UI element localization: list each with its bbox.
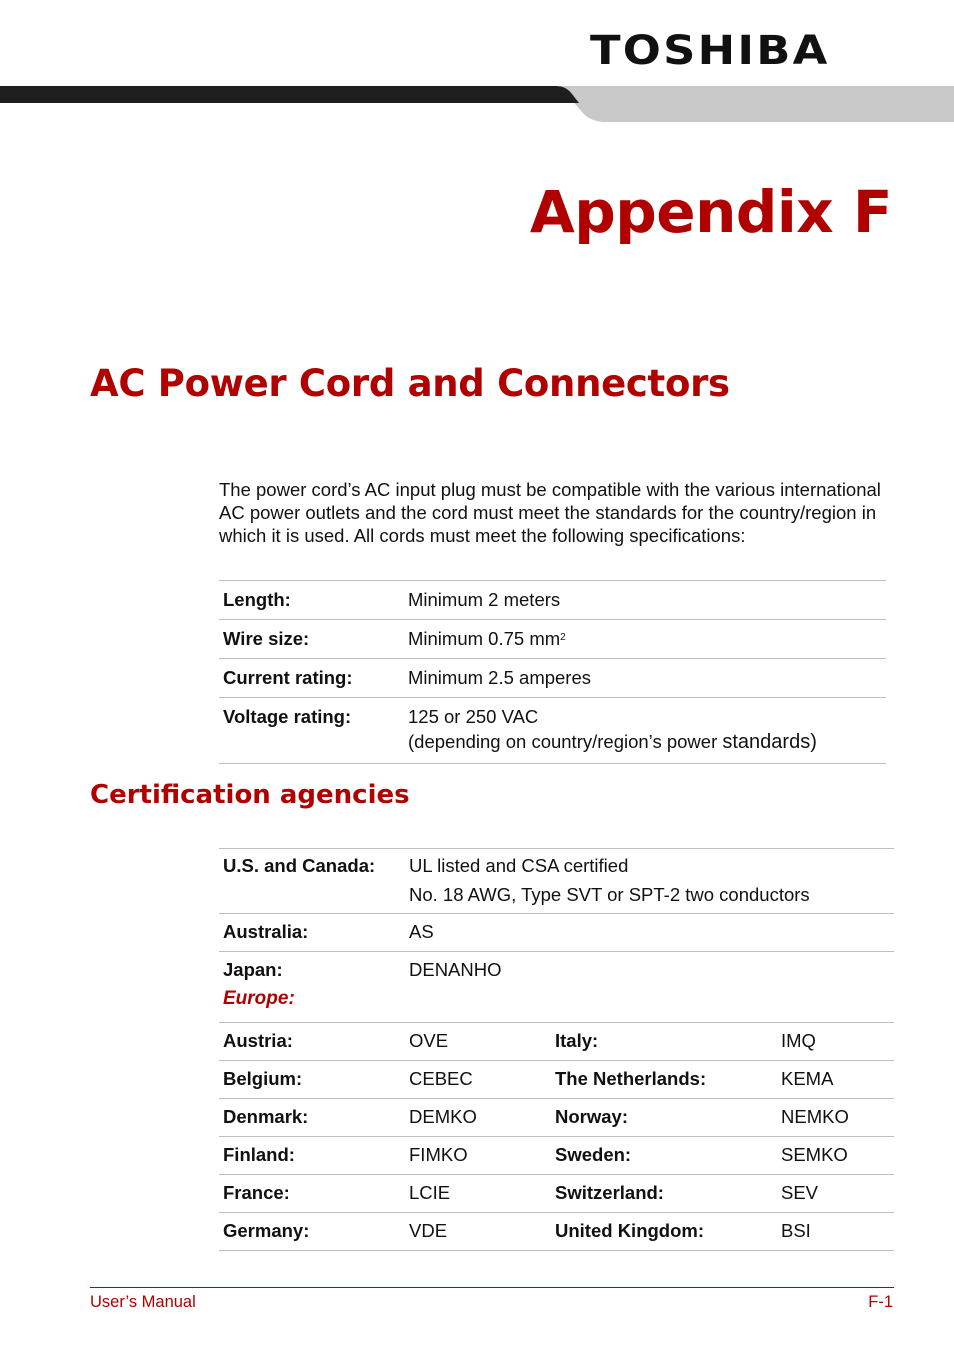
- cert-agency: FIMKO: [409, 1144, 468, 1165]
- spec-value-cell: [404, 698, 886, 764]
- intro-paragraph: The power cord’s AC input plug must be compatible with the various international AC power outlets and the cord must meet the standards for the country/region in which it is used. All cords must meet the following specifications:: [219, 479, 881, 546]
- cert-agency: AS: [409, 921, 434, 942]
- cert-country: Denmark:: [223, 1106, 309, 1127]
- header-bar: [0, 84, 954, 124]
- spec-value-cell: [404, 620, 886, 659]
- table-row: [219, 1099, 894, 1137]
- table-row: [219, 1175, 894, 1213]
- cert-agency: SEV: [781, 1182, 819, 1203]
- cert-country: Germany:: [223, 1220, 310, 1241]
- cert-agency: KEMA: [781, 1068, 834, 1089]
- table-row: [219, 1023, 894, 1061]
- table-row: [219, 1213, 894, 1251]
- header-bar-light: [560, 86, 954, 122]
- cert-agency-cell: [405, 849, 894, 914]
- cert-country: Australia:: [223, 921, 309, 942]
- spec-value: Minimum 2.5 amperes: [408, 667, 592, 688]
- cert-agency: LCIE: [409, 1182, 451, 1203]
- spec-label: Current rating:: [223, 667, 353, 688]
- cert-country: U.S. and Canada:: [223, 855, 376, 876]
- cert-country: Austria:: [223, 1030, 293, 1051]
- cert-country: The Netherlands:: [555, 1068, 707, 1089]
- table-row: [219, 952, 894, 988]
- cert-agency-note: No. 18 AWG, Type SVT or SPT-2 two conductors: [409, 884, 810, 905]
- cert-agency: BSI: [781, 1220, 811, 1241]
- cert-agency: UL listed and CSA certified: [409, 855, 629, 876]
- europe-label: Europe:: [223, 988, 295, 1009]
- spec-value: Minimum 0.75 mm: [408, 628, 561, 649]
- cert-agency: DENANHO: [409, 959, 502, 980]
- cert-table: [219, 848, 894, 1251]
- cert-agency: CEBEC: [409, 1068, 473, 1089]
- cert-heading: Certification agencies: [90, 780, 410, 810]
- table-row: [219, 914, 894, 952]
- cert-country: Italy:: [555, 1030, 599, 1051]
- cert-country: Japan:: [223, 959, 283, 980]
- table-row: [219, 581, 886, 620]
- cert-country: United Kingdom:: [555, 1220, 705, 1241]
- cert-agency: OVE: [409, 1030, 449, 1051]
- cert-agency: DEMKO: [409, 1106, 477, 1127]
- cert-country: Belgium:: [223, 1068, 303, 1089]
- appendix-title: Appendix F: [529, 178, 892, 246]
- table-row: [219, 1137, 894, 1175]
- cert-country: Sweden:: [555, 1144, 632, 1165]
- cert-country: Norway:: [555, 1106, 628, 1127]
- spec-value: 125 or 250 VAC: [408, 706, 539, 727]
- europe-label-cell: [219, 987, 894, 1023]
- table-row: [219, 1061, 894, 1099]
- section-title: AC Power Cord and Connectors: [90, 362, 730, 405]
- footer-rule: [90, 1287, 894, 1288]
- table-row: [219, 849, 894, 914]
- cert-agency: SEMKO: [781, 1144, 848, 1165]
- spec-value: Minimum 2 meters: [408, 589, 561, 610]
- cert-country: Switzerland:: [555, 1182, 664, 1203]
- cert-agency: VDE: [409, 1220, 448, 1241]
- toshiba-logo: TOSHIBA: [590, 28, 830, 74]
- cert-agency: IMQ: [781, 1030, 816, 1051]
- footer-page-number: F-1: [868, 1293, 893, 1311]
- spec-value-note: (depending on country/region’s power: [408, 731, 723, 752]
- spec-table: [219, 580, 886, 764]
- table-row: [219, 659, 886, 698]
- header-bar-dark: [0, 86, 579, 103]
- superscript: 2: [560, 632, 566, 643]
- table-row: [219, 698, 886, 764]
- footer-manual-label: User’s Manual: [90, 1293, 196, 1311]
- table-row: [219, 987, 894, 1023]
- cert-agency: NEMKO: [781, 1106, 849, 1127]
- spec-label: Wire size:: [223, 628, 310, 649]
- table-row: [219, 620, 886, 659]
- spec-value-note-end: standards): [722, 731, 817, 753]
- spec-label: Voltage rating:: [223, 706, 352, 727]
- cert-country: France:: [223, 1182, 290, 1203]
- cert-country: Finland:: [223, 1144, 295, 1165]
- spec-label: Length:: [223, 589, 291, 610]
